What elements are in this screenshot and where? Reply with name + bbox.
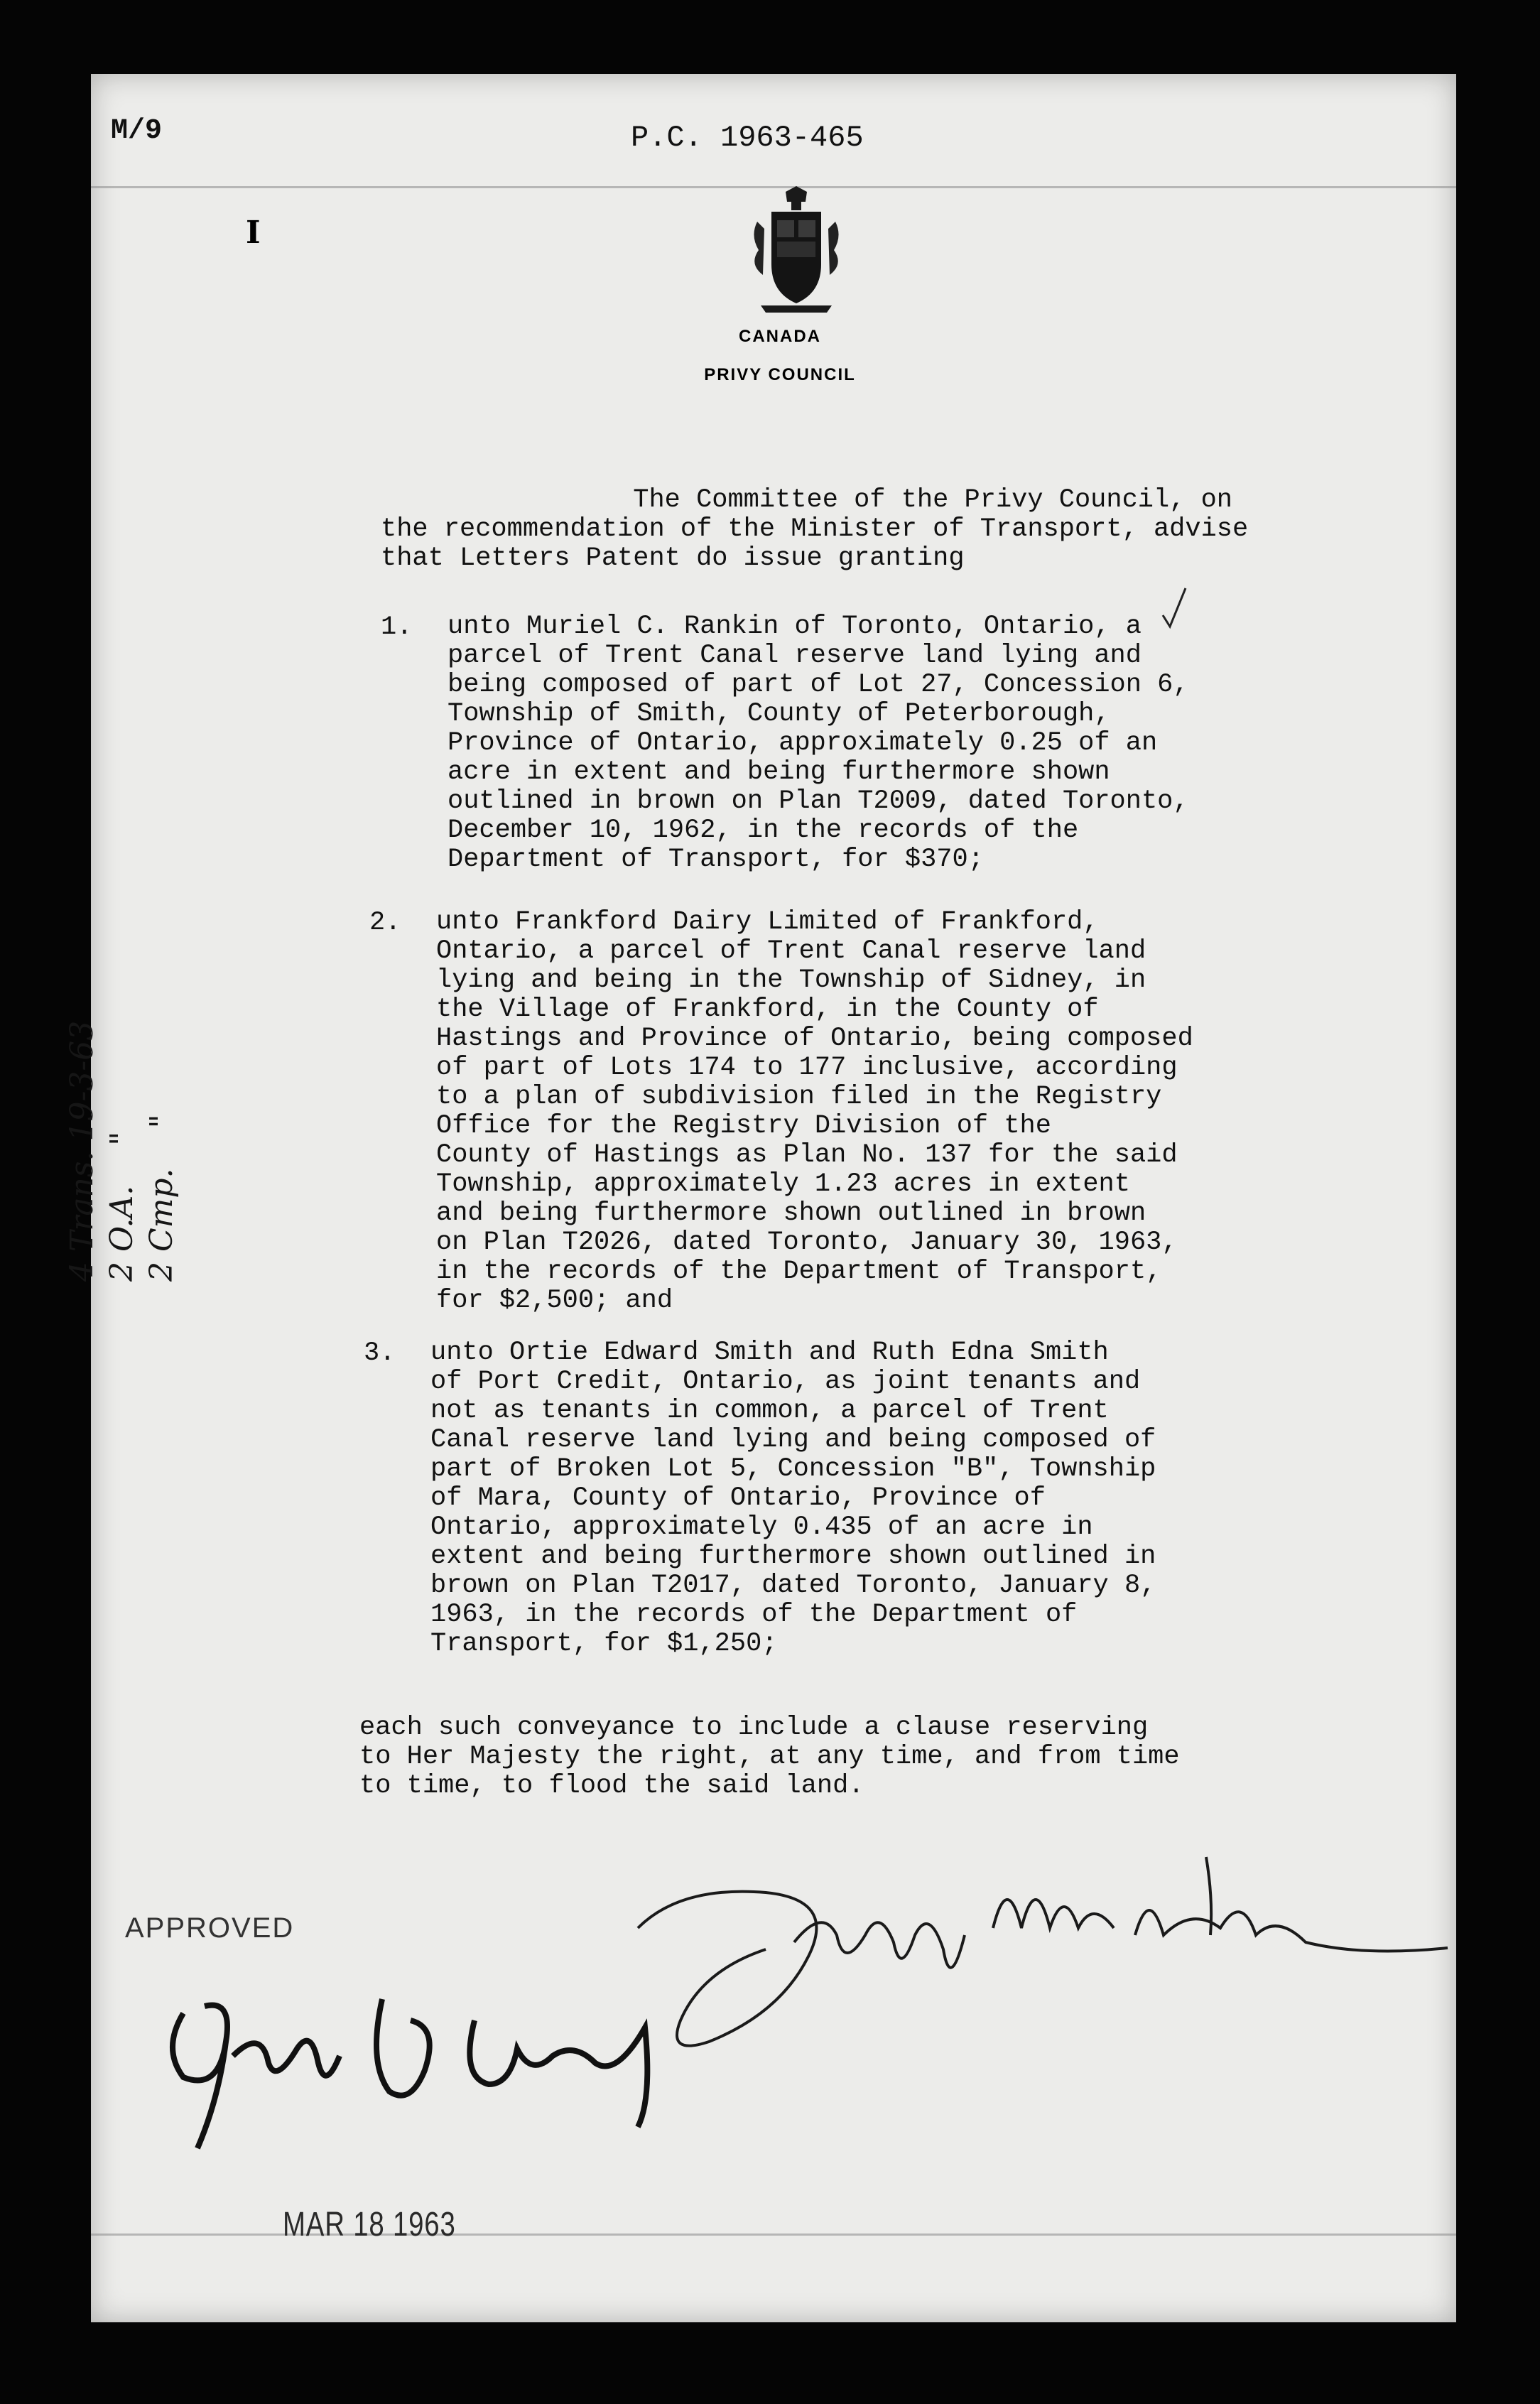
grant-paragraph: unto Muriel C. Rankin of Toronto, Ontario, a parcel of Trent Canal reserve land lying and being composed of part of Lot 27, Concession 6, Township of Smith, County of Peterborough, Province of Ontario, approximately 0.25 of an acre in extent and being furthermore shown outlined in brown on Plan T2009, dated Toronto, December 10, 1962, in the records of the Department of Transport, for $370; [448, 612, 1189, 875]
file-reference: M/9 [111, 115, 163, 147]
grant-paragraph: unto Frankford Dairy Limited of Frankford, Ontario, a parcel of Trent Canal reserve land lying and being in the Township of Sidney, in the Village of Frankford, in the County of Hastings and Province of Ontario, being composed of part of Lots 174 to 177 inclusive, according to a plan of subdivision filed in the Registry Office for the Registry Division of the County of Hastings as Plan No. 137 for the said Township, approximately 1.23 acres in extent and being furthermore shown outlined in brown on Plan T2026, dated Toronto, January 30, 1963, in the records of the Department of Transport, for $2,500; and [436, 907, 1193, 1316]
date-stamp: MAR 18 1963 [283, 2206, 456, 2243]
approved-label: APPROVED [125, 1912, 295, 1944]
closing-paragraph: each such conveyance to include a clause reserving to Her Majesty the right, at any time, and from time to time, to flood the said land. [359, 1713, 1180, 1801]
grant-number: 3. [364, 1338, 396, 1368]
privy-council-heading: PRIVY COUNCIL [704, 365, 856, 384]
grant-paragraph: unto Ortie Edward Smith and Ruth Edna Smith of Port Credit, Ontario, as joint tenants and not as tenants in common, a parcel of Trent Canal reserve land lying and being composed of part of Broken Lot 5, Concession "B", Township of Mara, County of Ontario, Province of Ontario, approximately 0.435 of an acre in extent and being furthermore shown outlined in brown on Plan T2017, dated Toronto, January 8, 1963, in the records of the Department of Transport, for $1,250; [430, 1338, 1156, 1659]
order-number: P.C. 1963-465 [631, 121, 864, 155]
coat-of-arms-icon [716, 173, 823, 301]
country-heading: CANADA [739, 327, 821, 346]
intro-paragraph: The Committee of the Privy Council, on the recommendation of the Minister of Transport, advise that Letters Patent do issue granting [381, 485, 1249, 573]
margin-mark: I [246, 215, 261, 251]
document-page [64, 74, 1456, 2322]
grant-number: 1. [381, 612, 413, 642]
clerk-signature [624, 1829, 1462, 2070]
handwritten-margin-note: 4 Trans. 19-3-63 2 O.A. " 2 Cmp. " [64, 1020, 180, 1282]
governor-signature [155, 1971, 666, 2162]
grant-number: 2. [369, 908, 401, 938]
check-mark-icon [1160, 587, 1188, 629]
